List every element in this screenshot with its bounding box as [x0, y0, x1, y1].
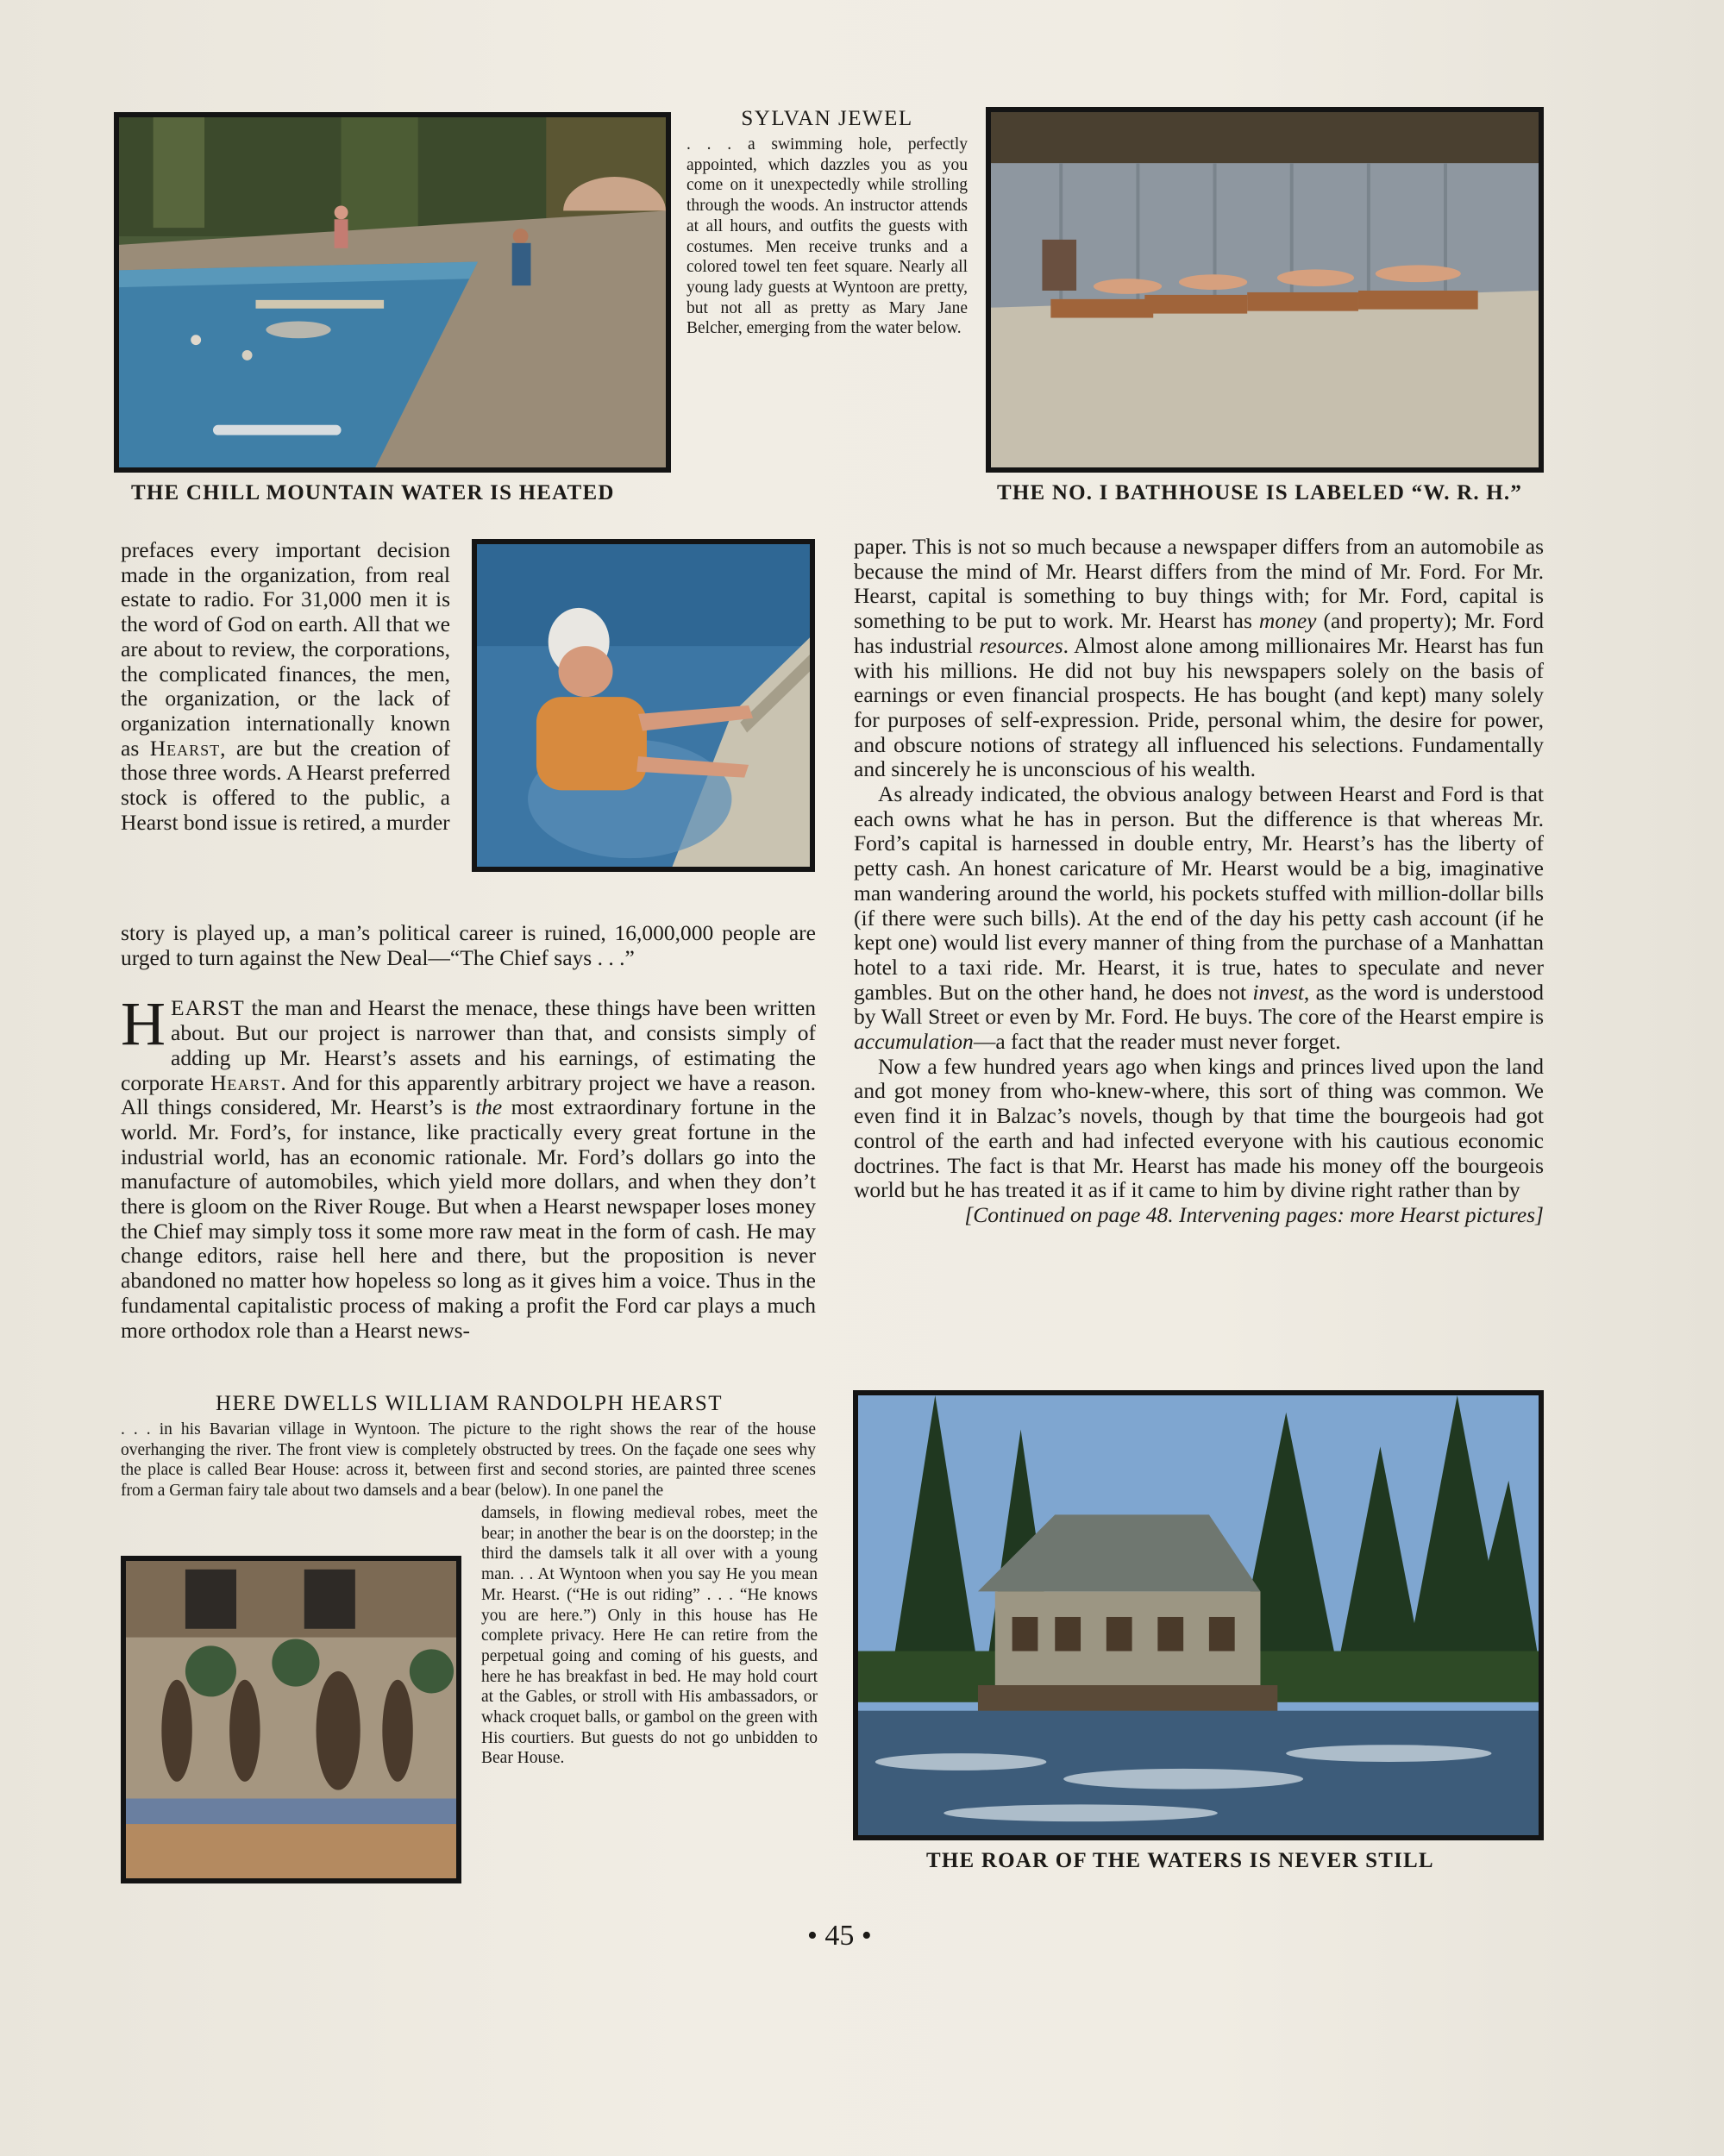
right-column: [854, 535, 1544, 1228]
dwells-text-side: [481, 1503, 818, 1769]
continued-note: [854, 1203, 1544, 1228]
bear-house-photo-image: [858, 1395, 1539, 1835]
page-number: • 45 •: [807, 1920, 872, 1952]
continued-link-text: [Continued on page 48. Intervening pages: more Hearst pictures]: [964, 1201, 1544, 1227]
right-paragraph-1-text-b: (and property); Mr. Ford has industrial: [854, 608, 1544, 658]
sylvan-jewel-title: SYLVAN JEWEL: [741, 107, 913, 130]
left-paragraph-2-text-a: the man and Hearst the menace, these things have been written about. But our project is narrower than that, and consists simply of adding up Mr. Hearst’s assets and his earnings, of estimating the corporate: [121, 995, 816, 1095]
dwells-text-top: [121, 1420, 816, 1501]
bear-house-caption: THE ROAR OF THE WATERS IS NEVER STILL: [926, 1849, 1434, 1872]
left-paragraph-2-text-b: . And for this apparently arbitrary project we have a reason. All things considered, Mr. Hearst’s is: [121, 1069, 816, 1120]
emphasis-resources: resources: [979, 632, 1063, 658]
emphasis-the: the: [475, 1094, 503, 1120]
swimmer-photo: [472, 539, 815, 872]
left-paragraph-1-tail: story is played up, a man’s political career is ruined, 16,000,000 people are urged to turn against the New Deal—“The Chief says . . .”: [121, 920, 816, 970]
drop-cap: H: [121, 989, 166, 1059]
hearst-small-caps-2: Hearst: [210, 1069, 281, 1095]
left-column-full: [121, 921, 816, 1343]
left-paragraph-2: [121, 989, 816, 1343]
emphasis-money: money: [1258, 608, 1317, 634]
right-paragraph-2-text-b: , as the word is understood by Wall Street or even by Mr. Ford. He buys. The core of the Hearst empire is: [854, 979, 1544, 1030]
right-paragraph-2-text-a: As already indicated, the obvious analogy between Hearst and Ford is that each owns what he has in person. But the difference is that whereas Mr. Ford’s capital is harnessed in double entry, Mr. Hearst’s has the liberty of petty cash. An honest caricature of Mr. Hearst would be a big, imaginative man wandering around the world, his pockets stuffed with million-dollar bills (if there were such bills). At the end of the day his petty cash account (if he kept one) would list every manner of thing from the purchase of a Manhattan hotel to a taxi ride. Mr. Hearst, it is true, hates to speculate and never gambles. But on the other hand, he does not: [854, 781, 1544, 1005]
lead-word: EARST: [171, 995, 245, 1021]
dwells-paragraph-side: damsels, in flowing medieval robes, meet the bear; in another the bear is on the doorstep; in the third the damsels talk it all over with a young man. . . At Wyntoon when you say He you mean Mr. Hearst. (“He is out riding” . . . “He knows you are here.”) Only in this house has He complete privacy. Here He can retire from the perpetual going and coming of his guests, and here he has breakfast in bed. He may hold court at the Gables, or stroll with His ambassadors, or whack croquet balls, or gambol on the green with His courtiers. But guests do not go unbidden to Bear House.: [481, 1504, 818, 1768]
bear-house-photo: [853, 1390, 1544, 1840]
pool-caption: THE CHILL MOUNTAIN WATER IS HEATED: [131, 481, 615, 505]
right-paragraph-1: [854, 535, 1544, 782]
emphasis-accumulation: accumulation: [854, 1029, 974, 1055]
left-paragraph-1: [121, 538, 450, 835]
sylvan-jewel-text: [686, 135, 968, 339]
bathhouse-photo: [986, 107, 1544, 473]
bathhouse-caption: THE NO. I BATHHOUSE IS LABELED “W. R. H.”: [997, 481, 1523, 505]
left-paragraph-1-text: prefaces every important decision made in the organization, from real estate to radio. For 31,000 men it is the word of God on earth. All that we are about to review, the corporations, the complicated finances, the men, the organization, or the lack of organization internationally known as: [121, 537, 450, 761]
right-paragraph-2: [854, 782, 1544, 1055]
dwells-paragraph-top: . . . in his Bavarian village in Wyntoon. The picture to the right shows the rear of the house overhanging the river. The front view is completely obstructed by trees. On the façade one sees why the place is called Bear House: across it, between first and second stories, are painted three scenes from a German fairy tale about two damsels and a bear (below). In one panel the: [121, 1420, 816, 1501]
emphasis-invest: invest: [1252, 979, 1304, 1005]
pool-photo: [114, 112, 671, 473]
dwells-title: HERE DWELLS WILLIAM RANDOLPH HEARST: [215, 1392, 724, 1415]
mural-photo: [121, 1556, 461, 1883]
left-paragraph-2-text-c: most extraordinary fortune in the world. Mr. Ford’s, for instance, like practically every great fortune in the industrial world, has an economic rationale. Mr. Ford’s dollars go into the manufacture of automobiles, which yield more dollars, and when they don’t there is gloom on the River Rouge. But when a Hearst newspaper loses money the Chief may simply toss it some more raw meat in the form of cash. He may change editors, raise hell here and there, but the proposition is never abandoned no matter how hopeless so long as it gives him a voice. Thus in the fundamental capitalistic process of making a profit the Ford car plays a much more orthodox role than a Hearst news-: [121, 1094, 816, 1343]
left-paragraph-1-continued: , are but the creation of those three words. A Hearst preferred stock is offered to the public, a Hearst bond issue is retired, a murder: [121, 735, 450, 835]
left-column-top: [121, 538, 450, 835]
right-paragraph-3: Now a few hundred years ago when kings and princes lived upon the land and got money from who-knew-where, this sort of thing was common. We even find it in Balzac’s novels, though by that time the bourgeois had got control of the earth and had infected everyone with his cautious economic doctrines. The fact is that Mr. Hearst has made his money off the bourgeois world but he has treated it as if it came to him by divine right rather than by: [854, 1053, 1544, 1203]
right-paragraph-2-text-c: —a fact that the reader must never forget.: [973, 1029, 1341, 1055]
mural-photo-image: [126, 1561, 456, 1878]
swimmer-photo-image: [477, 544, 810, 867]
right-paragraph-1-text-c: . Almost alone among millionaires Mr. Hearst has fun with his millions. He did not buy his newspapers solely on the basis of earnings or even financial prospects. He has bought (and kept) many solely for purposes of self-expression. Pride, personal whim, the desire for power, and obscure notions of strategy all influenced his selections. Fundamentally and sincerely he is unconscious of his wealth.: [854, 632, 1544, 782]
pool-photo-image: [119, 117, 666, 467]
hearst-small-caps: Hearst: [149, 735, 221, 761]
right-paragraph-1-text-a: paper. This is not so much because a newspaper differs from an automobile as because the mind of Mr. Hearst differs from the mind of Mr. Ford. For Mr. Hearst, capital is something to buy things with; for Mr. Ford, capital is something to be put to work. Mr. Hearst has: [854, 534, 1544, 634]
sylvan-jewel-paragraph: . . . a swimming hole, perfectly appointed, which dazzles you as you come on it unexpectedly while strolling through the woods. An instructor attends at all hours, and outfits the guests with costumes. Men receive trunks and a colored towel ten feet square. Nearly all young lady guests at Wyntoon are pretty, but not all as pretty as Mary Jane Belcher, emerging from the water below.: [686, 135, 968, 338]
bathhouse-photo-image: [991, 112, 1539, 467]
